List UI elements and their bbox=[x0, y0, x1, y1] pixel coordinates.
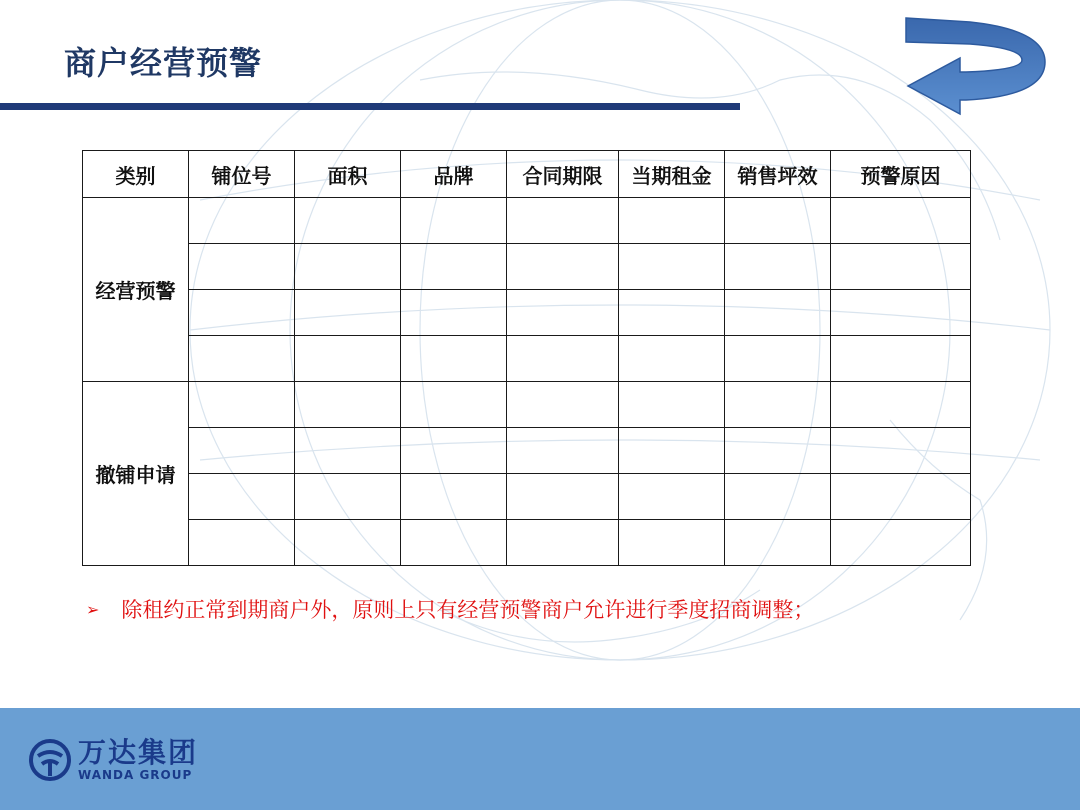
arrow-bullet-icon: ➢ bbox=[86, 599, 100, 619]
table-cell[interactable] bbox=[401, 336, 507, 382]
table-cell[interactable] bbox=[507, 290, 619, 336]
table-cell[interactable] bbox=[295, 520, 401, 566]
table-cell[interactable] bbox=[831, 244, 971, 290]
table-cell[interactable] bbox=[507, 474, 619, 520]
logo-english-name: WANDA GROUP bbox=[78, 768, 193, 782]
table-cell[interactable] bbox=[295, 290, 401, 336]
table-cell[interactable] bbox=[189, 244, 295, 290]
table-cell[interactable] bbox=[725, 474, 831, 520]
table-row bbox=[83, 474, 971, 520]
table-cell[interactable] bbox=[189, 474, 295, 520]
policy-note bbox=[86, 594, 814, 624]
table-cell[interactable] bbox=[725, 198, 831, 244]
table-cell[interactable] bbox=[725, 382, 831, 428]
table-cell[interactable] bbox=[725, 428, 831, 474]
table-cell[interactable] bbox=[507, 428, 619, 474]
header-warning-reason: 预警原因 bbox=[831, 151, 971, 198]
table-cell[interactable] bbox=[831, 428, 971, 474]
table-cell[interactable] bbox=[401, 474, 507, 520]
table-cell[interactable] bbox=[295, 198, 401, 244]
table-cell[interactable] bbox=[619, 244, 725, 290]
table-row bbox=[83, 336, 971, 382]
table-cell[interactable] bbox=[189, 198, 295, 244]
table-row bbox=[83, 520, 971, 566]
wanda-logo bbox=[28, 738, 198, 782]
table-row bbox=[83, 244, 971, 290]
table-cell[interactable] bbox=[619, 474, 725, 520]
table-cell[interactable] bbox=[401, 290, 507, 336]
category-operation-warning: 经营预警 bbox=[83, 198, 189, 382]
return-arrow-icon[interactable] bbox=[900, 14, 1050, 118]
table-row bbox=[83, 198, 971, 244]
wanda-logo-mark-icon bbox=[28, 738, 72, 782]
header-category: 类别 bbox=[83, 151, 189, 198]
category-withdrawal-request: 撤铺申请 bbox=[83, 382, 189, 566]
table-cell[interactable] bbox=[831, 474, 971, 520]
header-area: 面积 bbox=[295, 151, 401, 198]
table-row bbox=[83, 290, 971, 336]
table-cell[interactable] bbox=[507, 198, 619, 244]
table-cell[interactable] bbox=[507, 244, 619, 290]
table-cell[interactable] bbox=[619, 290, 725, 336]
table-cell[interactable] bbox=[295, 474, 401, 520]
table-cell[interactable] bbox=[619, 198, 725, 244]
table-cell[interactable] bbox=[831, 198, 971, 244]
title-underline bbox=[0, 103, 740, 110]
table-cell[interactable] bbox=[507, 336, 619, 382]
table-cell[interactable] bbox=[401, 382, 507, 428]
table-cell[interactable] bbox=[295, 382, 401, 428]
table-cell[interactable] bbox=[295, 428, 401, 474]
table-cell[interactable] bbox=[189, 290, 295, 336]
table-cell[interactable] bbox=[401, 520, 507, 566]
table-cell[interactable] bbox=[725, 290, 831, 336]
table-cell[interactable] bbox=[619, 428, 725, 474]
table-cell[interactable] bbox=[831, 520, 971, 566]
policy-note-text: 除租约正常到期商户外，原则上只有经营预警商户允许进行季度招商调整； bbox=[121, 598, 815, 622]
table-cell[interactable] bbox=[189, 428, 295, 474]
header-brand: 品牌 bbox=[401, 151, 507, 198]
table-cell[interactable] bbox=[295, 244, 401, 290]
table-cell[interactable] bbox=[295, 336, 401, 382]
page-title: 商户经营预警 bbox=[64, 44, 263, 82]
table-cell[interactable] bbox=[831, 382, 971, 428]
table-cell[interactable] bbox=[189, 520, 295, 566]
table-cell[interactable] bbox=[619, 336, 725, 382]
table-header-row bbox=[83, 151, 971, 198]
table-cell[interactable] bbox=[619, 520, 725, 566]
table-row bbox=[83, 382, 971, 428]
table-cell[interactable] bbox=[507, 382, 619, 428]
header-unit-number: 铺位号 bbox=[189, 151, 295, 198]
table-cell[interactable] bbox=[189, 382, 295, 428]
table-cell[interactable] bbox=[401, 244, 507, 290]
header-current-rent: 当期租金 bbox=[619, 151, 725, 198]
logo-chinese-name: 万达集团 bbox=[78, 736, 199, 769]
table-cell[interactable] bbox=[725, 336, 831, 382]
header-sales-per-area: 销售坪效 bbox=[725, 151, 831, 198]
table-cell[interactable] bbox=[619, 382, 725, 428]
table-cell[interactable] bbox=[831, 336, 971, 382]
table-cell[interactable] bbox=[401, 198, 507, 244]
table-cell[interactable] bbox=[725, 244, 831, 290]
table-cell[interactable] bbox=[507, 520, 619, 566]
table-cell[interactable] bbox=[725, 520, 831, 566]
merchant-warning-table bbox=[82, 150, 971, 566]
table-row bbox=[83, 428, 971, 474]
table-cell[interactable] bbox=[189, 336, 295, 382]
header-contract-term: 合同期限 bbox=[507, 151, 619, 198]
table-cell[interactable] bbox=[401, 428, 507, 474]
table-cell[interactable] bbox=[831, 290, 971, 336]
